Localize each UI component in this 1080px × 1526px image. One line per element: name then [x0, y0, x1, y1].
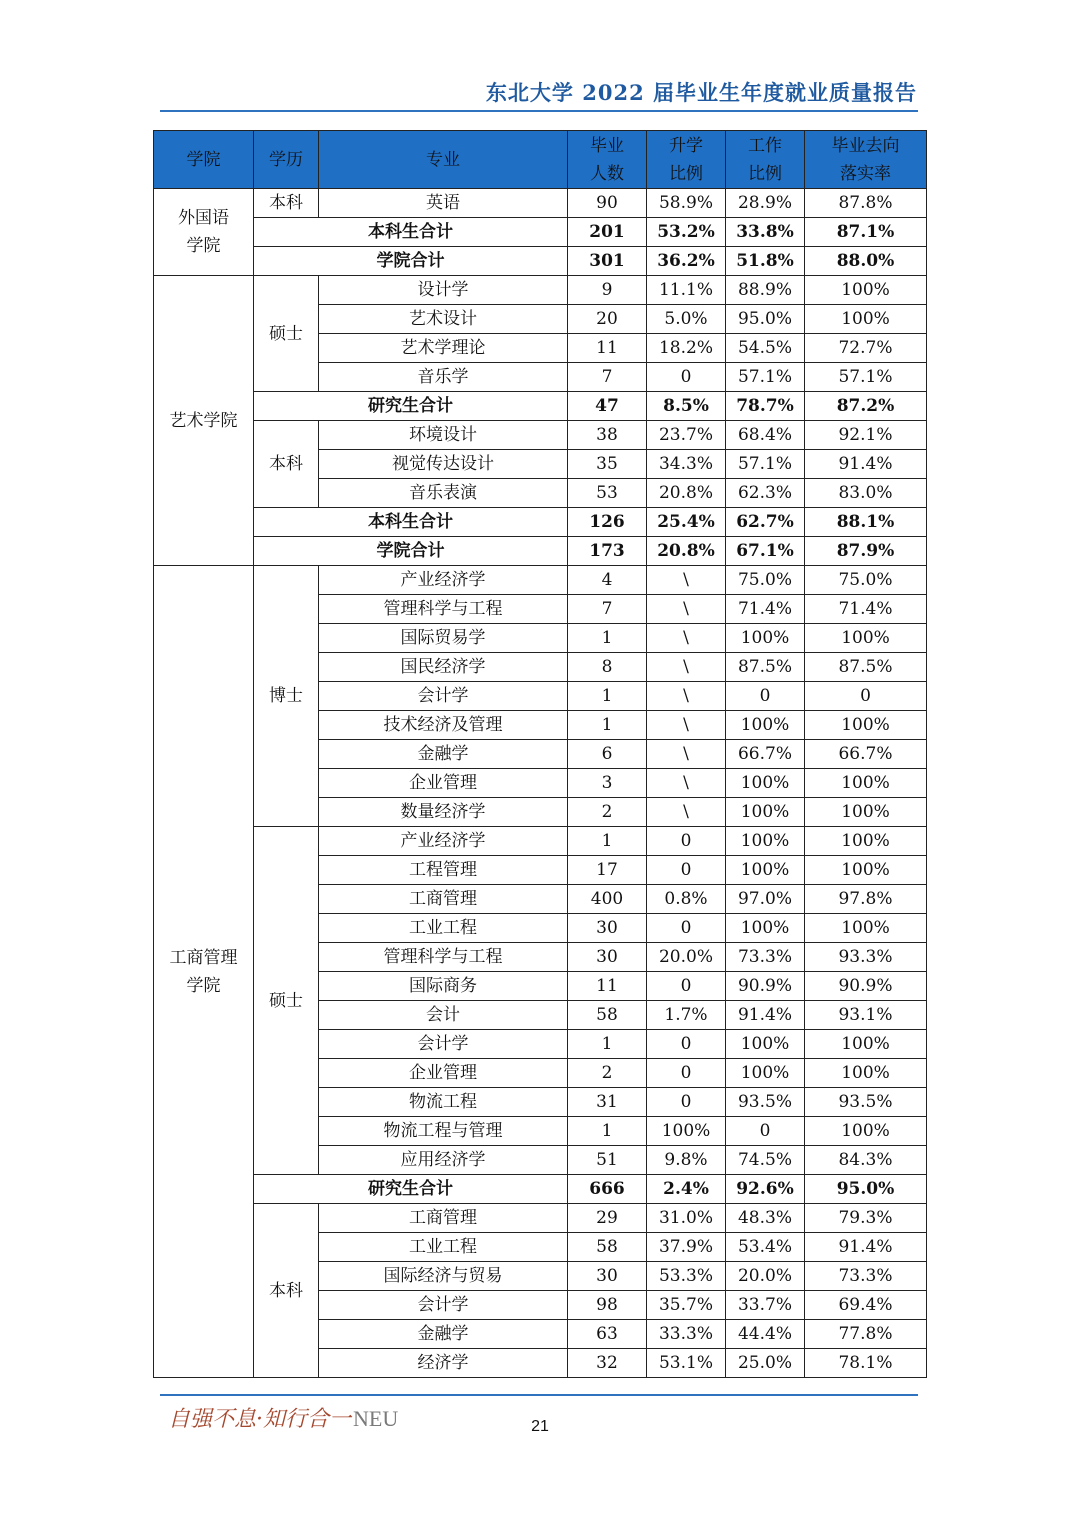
value-cell: 11.1% [647, 276, 726, 305]
school-total-row [154, 537, 927, 566]
column-header: 毕业 人数 [568, 131, 647, 189]
value-cell: 100% [805, 856, 927, 885]
value-cell: 100% [726, 624, 805, 653]
column-header: 升学 比例 [647, 131, 726, 189]
major-cell: 会计学 [319, 1030, 568, 1059]
value-cell: 1 [568, 624, 647, 653]
major-cell: 音乐表演 [319, 479, 568, 508]
value-cell: 100% [726, 798, 805, 827]
value-cell: 66.7% [726, 740, 805, 769]
value-cell: 0 [647, 363, 726, 392]
school-total-value: 301 [568, 247, 647, 276]
value-cell: 0 [726, 1117, 805, 1146]
value-cell: 35 [568, 450, 647, 479]
value-cell: 0 [647, 856, 726, 885]
value-cell: 74.5% [726, 1146, 805, 1175]
value-cell: 90.9% [805, 972, 927, 1001]
value-cell: 73.3% [805, 1262, 927, 1291]
major-cell: 企业管理 [319, 1059, 568, 1088]
subtotal-value: 2.4% [647, 1175, 726, 1204]
subtotal-row [154, 392, 927, 421]
table-row [154, 276, 927, 305]
value-cell: 57.1% [726, 450, 805, 479]
table-row [154, 566, 927, 595]
major-cell: 艺术学理论 [319, 334, 568, 363]
major-cell: 会计学 [319, 1291, 568, 1320]
value-cell: 20.0% [647, 943, 726, 972]
value-cell: 69.4% [805, 1291, 927, 1320]
subtotal-value: 95.0% [805, 1175, 927, 1204]
neu-logo-text: NEU [353, 1406, 399, 1431]
school-cell: 工商管理 学院 [154, 566, 254, 1378]
value-cell: \ [647, 740, 726, 769]
value-cell: 57.1% [805, 363, 927, 392]
value-cell: \ [647, 566, 726, 595]
major-cell: 管理科学与工程 [319, 943, 568, 972]
major-cell: 艺术设计 [319, 305, 568, 334]
major-cell: 技术经济及管理 [319, 711, 568, 740]
value-cell: 87.5% [805, 653, 927, 682]
subtotal-value: 33.8% [726, 218, 805, 247]
subtotal-row [154, 218, 927, 247]
value-cell: 90.9% [726, 972, 805, 1001]
major-cell: 工业工程 [319, 914, 568, 943]
value-cell: 83.0% [805, 479, 927, 508]
value-cell: 11 [568, 334, 647, 363]
major-cell: 工程管理 [319, 856, 568, 885]
value-cell: 91.4% [726, 1001, 805, 1030]
school-cell: 外国语 学院 [154, 189, 254, 276]
degree-cell: 本科 [254, 1204, 319, 1378]
motto-text: 自强不息·知行合一 [168, 1407, 351, 1432]
value-cell: 7 [568, 363, 647, 392]
value-cell: 5.0% [647, 305, 726, 334]
subtotal-value: 25.4% [647, 508, 726, 537]
value-cell: 58 [568, 1001, 647, 1030]
degree-cell: 本科 [254, 421, 319, 508]
subtotal-value: 8.5% [647, 392, 726, 421]
value-cell: 0 [647, 1030, 726, 1059]
table-row [154, 421, 927, 450]
subtotal-value: 666 [568, 1175, 647, 1204]
value-cell: 54.5% [726, 334, 805, 363]
major-cell: 音乐学 [319, 363, 568, 392]
value-cell: 75.0% [805, 566, 927, 595]
value-cell: 93.3% [805, 943, 927, 972]
value-cell: 30 [568, 1262, 647, 1291]
value-cell: 8 [568, 653, 647, 682]
major-cell: 产业经济学 [319, 566, 568, 595]
value-cell: 93.1% [805, 1001, 927, 1030]
subtotal-value: 88.1% [805, 508, 927, 537]
value-cell: 100% [805, 276, 927, 305]
value-cell: 1 [568, 827, 647, 856]
subtotal-value: 47 [568, 392, 647, 421]
value-cell: 44.4% [726, 1320, 805, 1349]
school-total-value: 20.8% [647, 537, 726, 566]
degree-cell: 硕士 [254, 276, 319, 392]
value-cell: 34.3% [647, 450, 726, 479]
degree-cell: 博士 [254, 566, 319, 827]
value-cell: 35.7% [647, 1291, 726, 1320]
value-cell: 25.0% [726, 1349, 805, 1378]
report-title: 东北大学 2022 届毕业生年度就业质量报告 [485, 80, 917, 105]
value-cell: 1.7% [647, 1001, 726, 1030]
major-cell: 金融学 [319, 1320, 568, 1349]
table-row [154, 1204, 927, 1233]
school-total-value: 88.0% [805, 247, 927, 276]
value-cell: 100% [805, 305, 927, 334]
value-cell: 88.9% [726, 276, 805, 305]
value-cell: 28.9% [726, 189, 805, 218]
subtotal-label: 研究生合计 [254, 392, 568, 421]
major-cell: 产业经济学 [319, 827, 568, 856]
value-cell: 100% [726, 769, 805, 798]
major-cell: 应用经济学 [319, 1146, 568, 1175]
subtotal-value: 126 [568, 508, 647, 537]
subtotal-value: 87.1% [805, 218, 927, 247]
school-total-label: 学院合计 [254, 247, 568, 276]
value-cell: 53.3% [647, 1262, 726, 1291]
value-cell: 58 [568, 1233, 647, 1262]
value-cell: 0 [647, 827, 726, 856]
value-cell: 1 [568, 711, 647, 740]
subtotal-value: 62.7% [726, 508, 805, 537]
value-cell: 11 [568, 972, 647, 1001]
value-cell: 29 [568, 1204, 647, 1233]
major-cell: 国际商务 [319, 972, 568, 1001]
table-header-row [154, 131, 927, 189]
value-cell: 93.5% [805, 1088, 927, 1117]
value-cell: 73.3% [726, 943, 805, 972]
value-cell: \ [647, 595, 726, 624]
value-cell: \ [647, 653, 726, 682]
major-cell: 会计学 [319, 682, 568, 711]
major-cell: 国际贸易学 [319, 624, 568, 653]
subtotal-value: 87.2% [805, 392, 927, 421]
value-cell: 66.7% [805, 740, 927, 769]
value-cell: \ [647, 798, 726, 827]
column-header: 学历 [254, 131, 319, 189]
table-row [154, 827, 927, 856]
subtotal-label: 研究生合计 [254, 1175, 568, 1204]
value-cell: 38 [568, 421, 647, 450]
major-cell: 国民经济学 [319, 653, 568, 682]
subtotal-value: 92.6% [726, 1175, 805, 1204]
subtotal-value: 53.2% [647, 218, 726, 247]
degree-cell: 本科 [254, 189, 319, 218]
value-cell: 20 [568, 305, 647, 334]
column-header: 毕业去向 落实率 [805, 131, 927, 189]
value-cell: 53.1% [647, 1349, 726, 1378]
value-cell: 31 [568, 1088, 647, 1117]
value-cell: 6 [568, 740, 647, 769]
value-cell: 100% [805, 711, 927, 740]
column-header: 学院 [154, 131, 254, 189]
value-cell: 100% [726, 914, 805, 943]
value-cell: 17 [568, 856, 647, 885]
value-cell: 2 [568, 798, 647, 827]
value-cell: 100% [805, 914, 927, 943]
value-cell: 37.9% [647, 1233, 726, 1262]
value-cell: 100% [805, 1117, 927, 1146]
major-cell: 环境设计 [319, 421, 568, 450]
school-total-row [154, 247, 927, 276]
subtotal-value: 78.7% [726, 392, 805, 421]
column-header: 专业 [319, 131, 568, 189]
major-cell: 数量经济学 [319, 798, 568, 827]
major-cell: 管理科学与工程 [319, 595, 568, 624]
major-cell: 经济学 [319, 1349, 568, 1378]
value-cell: 4 [568, 566, 647, 595]
major-cell: 工商管理 [319, 885, 568, 914]
value-cell: 92.1% [805, 421, 927, 450]
school-total-value: 51.8% [726, 247, 805, 276]
value-cell: \ [647, 711, 726, 740]
major-cell: 视觉传达设计 [319, 450, 568, 479]
employment-table [153, 130, 927, 1378]
value-cell: 1 [568, 1030, 647, 1059]
major-cell: 会计 [319, 1001, 568, 1030]
value-cell: 100% [805, 1030, 927, 1059]
value-cell: 91.4% [805, 450, 927, 479]
value-cell: 7 [568, 595, 647, 624]
value-cell: 100% [805, 624, 927, 653]
value-cell: \ [647, 682, 726, 711]
value-cell: 30 [568, 914, 647, 943]
value-cell: 63 [568, 1320, 647, 1349]
value-cell: 20.0% [726, 1262, 805, 1291]
value-cell: 100% [726, 1030, 805, 1059]
value-cell: 100% [647, 1117, 726, 1146]
value-cell: 0 [726, 682, 805, 711]
value-cell: 0 [647, 914, 726, 943]
value-cell: 97.0% [726, 885, 805, 914]
value-cell: 30 [568, 943, 647, 972]
value-cell: 57.1% [726, 363, 805, 392]
value-cell: 32 [568, 1349, 647, 1378]
value-cell: 79.3% [805, 1204, 927, 1233]
value-cell: 100% [805, 827, 927, 856]
value-cell: 100% [726, 827, 805, 856]
value-cell: 9 [568, 276, 647, 305]
value-cell: 68.4% [726, 421, 805, 450]
value-cell: 53.4% [726, 1233, 805, 1262]
value-cell: 0 [647, 1088, 726, 1117]
value-cell: 0.8% [647, 885, 726, 914]
school-cell: 艺术学院 [154, 276, 254, 566]
value-cell: 91.4% [805, 1233, 927, 1262]
value-cell: 87.8% [805, 189, 927, 218]
value-cell: 20.8% [647, 479, 726, 508]
major-cell: 工商管理 [319, 1204, 568, 1233]
value-cell: 53 [568, 479, 647, 508]
school-total-value: 87.9% [805, 537, 927, 566]
value-cell: 93.5% [726, 1088, 805, 1117]
value-cell: 77.8% [805, 1320, 927, 1349]
value-cell: 71.4% [805, 595, 927, 624]
major-cell: 物流工程 [319, 1088, 568, 1117]
page-number: 21 [531, 1418, 549, 1435]
major-cell: 工业工程 [319, 1233, 568, 1262]
value-cell: 62.3% [726, 479, 805, 508]
column-header: 工作 比例 [726, 131, 805, 189]
value-cell: 58.9% [647, 189, 726, 218]
school-total-value: 67.1% [726, 537, 805, 566]
school-total-value: 173 [568, 537, 647, 566]
value-cell: 1 [568, 1117, 647, 1146]
value-cell: 90 [568, 189, 647, 218]
value-cell: 18.2% [647, 334, 726, 363]
major-cell: 设计学 [319, 276, 568, 305]
value-cell: 33.3% [647, 1320, 726, 1349]
value-cell: 71.4% [726, 595, 805, 624]
subtotal-row [154, 508, 927, 537]
value-cell: 100% [726, 1059, 805, 1088]
value-cell: 78.1% [805, 1349, 927, 1378]
value-cell: 33.7% [726, 1291, 805, 1320]
subtotal-row [154, 1175, 927, 1204]
major-cell: 国际经济与贸易 [319, 1262, 568, 1291]
value-cell: \ [647, 769, 726, 798]
value-cell: 87.5% [726, 653, 805, 682]
school-total-label: 学院合计 [254, 537, 568, 566]
major-cell: 物流工程与管理 [319, 1117, 568, 1146]
value-cell: 51 [568, 1146, 647, 1175]
subtotal-label: 本科生合计 [254, 218, 568, 247]
value-cell: 72.7% [805, 334, 927, 363]
major-cell: 企业管理 [319, 769, 568, 798]
value-cell: \ [647, 624, 726, 653]
value-cell: 1 [568, 682, 647, 711]
value-cell: 100% [726, 711, 805, 740]
value-cell: 23.7% [647, 421, 726, 450]
value-cell: 100% [726, 856, 805, 885]
value-cell: 9.8% [647, 1146, 726, 1175]
value-cell: 400 [568, 885, 647, 914]
value-cell: 48.3% [726, 1204, 805, 1233]
value-cell: 3 [568, 769, 647, 798]
subtotal-value: 201 [568, 218, 647, 247]
value-cell: 95.0% [726, 305, 805, 334]
value-cell: 0 [647, 1059, 726, 1088]
value-cell: 84.3% [805, 1146, 927, 1175]
value-cell: 97.8% [805, 885, 927, 914]
value-cell: 98 [568, 1291, 647, 1320]
value-cell: 2 [568, 1059, 647, 1088]
major-cell: 英语 [319, 189, 568, 218]
subtotal-label: 本科生合计 [254, 508, 568, 537]
major-cell: 金融学 [319, 740, 568, 769]
footer-divider [160, 1394, 918, 1396]
value-cell: 100% [805, 798, 927, 827]
value-cell: 75.0% [726, 566, 805, 595]
degree-cell: 硕士 [254, 827, 319, 1175]
value-cell: 0 [805, 682, 927, 711]
value-cell: 0 [647, 972, 726, 1001]
value-cell: 31.0% [647, 1204, 726, 1233]
value-cell: 100% [805, 1059, 927, 1088]
value-cell: 100% [805, 769, 927, 798]
header-divider [160, 110, 918, 112]
school-total-value: 36.2% [647, 247, 726, 276]
table-row [154, 189, 927, 218]
